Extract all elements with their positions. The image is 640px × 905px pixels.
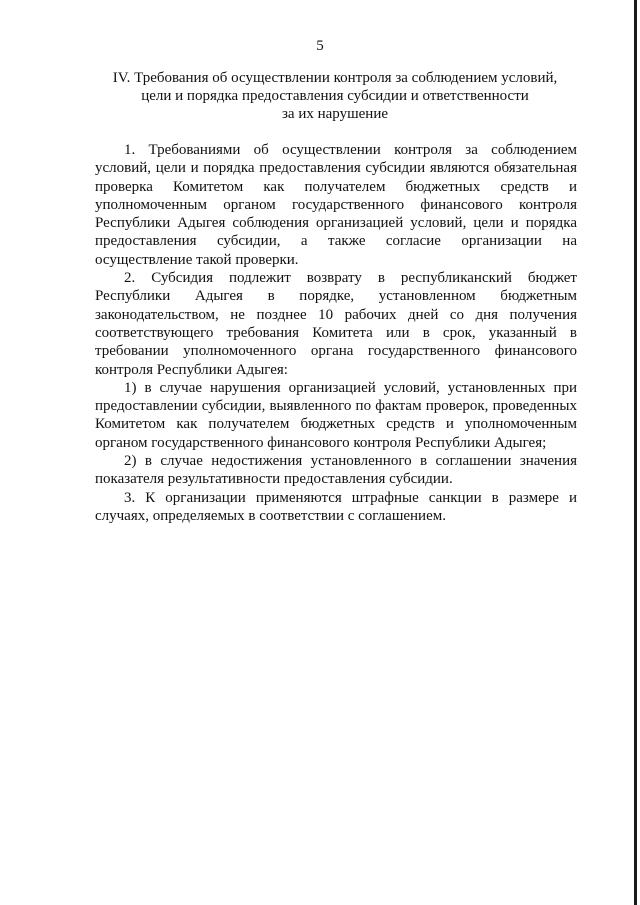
section-heading-line: за их нарушение (281, 106, 389, 123)
paragraph-1: 1. Требованиями об осуществлении контроля за соблюдением условий, цели и порядка предоставления субсидии являются обязательная проверка Комитетом как получателем бюджетных средств и уполномоченным органом государственного финансового контроля Республики Адыгея соблюдения организацией условий, цели и порядка предоставления субсидии, а также согласие организации на осуществление такой проверки. (95, 142, 577, 268)
paragraph-2: 2. Субсидия подлежит возврату в республиканский бюджет Республики Адыгея в порядке, установленном бюджетным законодательством, не позднее 10 рабочих дней со дня получения соответствующего требования Комитета или в срок, указанный в требовании уполномоченного органа государственного финансового контроля Республики Адыгея: (95, 270, 577, 378)
paragraph-2-item-1: 1) в случае нарушения организацией условий, установленных при предоставлении субсидии, выявленного по фактам проверок, проведенных Комитетом как получателем бюджетных средств и уполномоченным органом государственного финансового контроля Республики Адыгея; (95, 379, 577, 451)
section-heading-line: цели и порядка предоставления субсидии и ответственности (141, 88, 529, 105)
section-heading (80, 69, 590, 124)
paragraph-3: 3. К организации применяются штрафные санкции в размере и случаях, определяемых в соответствии с соглашением. (95, 489, 577, 524)
paragraph-2-item-2: 2) в случае недостижения установленного в соглашении значения показателя результативности предоставления субсидии. (95, 453, 577, 488)
scan-edge-line (634, 0, 637, 905)
section-body (95, 141, 577, 525)
page-number: 5 (316, 38, 324, 54)
section-heading-line: IV. Требования об осуществлении контроля за соблюдением условий, (112, 70, 558, 86)
